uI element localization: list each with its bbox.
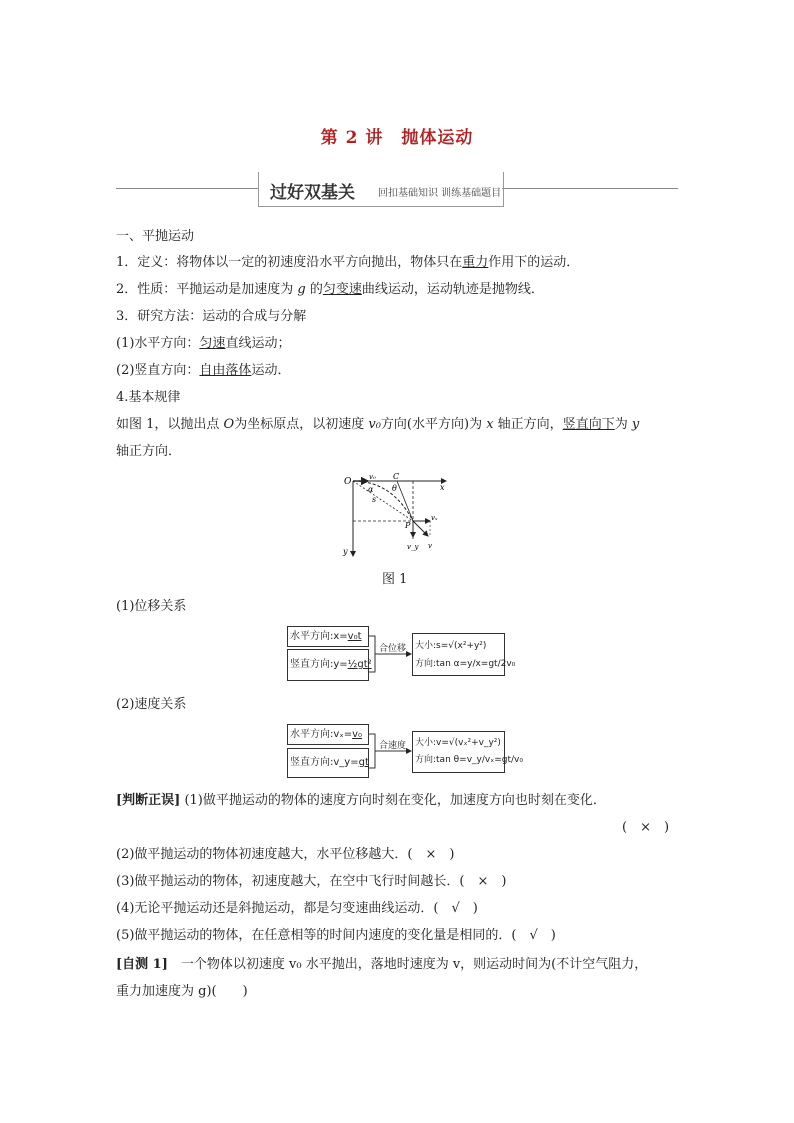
- judge-q1: [116, 793, 606, 809]
- vel-vertical-box: [287, 748, 369, 778]
- vertical-line: [116, 363, 290, 379]
- vel-magnitude: 大小:v=√(vₓ²+v_y²): [415, 738, 501, 748]
- prop-prefix: 2．性质：平抛运动是加速度为: [116, 282, 298, 297]
- banner-rule-left: [116, 188, 258, 189]
- selftest-text: 一个物体以初速度 v₀ 水平抛出，落地时速度为 v，则运动时间为(不计空气阻力，: [167, 957, 648, 972]
- def-prefix: 1．定义：将物体以一定的初速度沿水平方向抛出，物体只在: [116, 255, 463, 270]
- judge-q5: (5)做平抛运动的物体，在任意相等的时间内速度的变化量是相同的．( √ ): [116, 928, 556, 943]
- disp-direction: 方向:tan α=y/x=gt/2v₀: [415, 659, 516, 669]
- disp-vertical-box: [287, 649, 372, 681]
- label-v: v: [428, 542, 432, 550]
- vel-direction: 方向:tan θ=v_y/vₓ=gt/v₀: [415, 755, 523, 765]
- horiz-underline: 匀速: [199, 336, 226, 351]
- def-underline: 重力: [462, 255, 489, 270]
- prop-mid: 的: [305, 282, 323, 297]
- disp-horiz-underline: v₀t: [347, 631, 362, 642]
- label-x: x: [440, 483, 445, 492]
- selftest-line2: 重力加速度为 g)( ): [116, 984, 248, 999]
- judge-tag: [判断正误]: [116, 793, 181, 808]
- desc-O: O: [223, 417, 235, 432]
- banner-subtitle: 回扣基础知识 训练基础题目: [378, 188, 502, 199]
- desc-part-4: 轴正方向，: [493, 417, 563, 432]
- desc-y: y: [631, 417, 640, 432]
- def-suffix: 作用下的运动．: [488, 255, 580, 270]
- horiz-suffix: 直线运动；: [225, 336, 291, 351]
- judge-q2: (2)做平抛运动的物体初速度越大，水平位移越大．( × ): [116, 847, 455, 862]
- desc-part-5: 为: [614, 417, 632, 432]
- vel-arrow-label: 合速度: [379, 741, 407, 751]
- vel-connector: [369, 726, 413, 778]
- velocity-heading: (2)速度关系: [116, 697, 187, 712]
- banner-heading: 过好双基关: [270, 183, 355, 203]
- desc-part-2: 为坐标原点，以初速度: [234, 417, 369, 432]
- label-y: y: [343, 547, 348, 556]
- section-heading: 一、平抛运动: [116, 229, 195, 244]
- desc-part-1: 如图 1，以抛出点: [116, 417, 224, 432]
- v-arrow: [413, 521, 428, 536]
- judge-a1: ( × ): [622, 820, 670, 835]
- label-P: P: [405, 521, 411, 530]
- judge-q1-text: (1)做平抛运动的物体的速度方向时刻在变化，加速度方向也时刻在变化．: [180, 793, 606, 808]
- property-line: [116, 282, 544, 298]
- desc-v0: v₀: [368, 417, 381, 432]
- vel-horiz-prefix: 水平方向:vₓ=: [290, 729, 353, 740]
- desc-underline: 竖直向下: [562, 417, 615, 432]
- vel-horiz-underline: v₀: [352, 729, 363, 740]
- page-title: 第 2 讲 抛体运动: [320, 128, 474, 148]
- vel-vert-prefix: 竖直方向:v_y=: [290, 757, 359, 768]
- displacement-heading: (1)位移关系: [116, 599, 187, 614]
- label-C: C: [393, 472, 400, 481]
- label-vy: v_y: [407, 543, 419, 551]
- desc-x: x: [486, 417, 494, 432]
- label-v0: v₀: [369, 473, 376, 481]
- desc-part-3: 方向(水平方向)为: [380, 417, 487, 432]
- disp-horizontal-box: [287, 626, 369, 647]
- horiz-prefix: (1)水平方向：: [116, 336, 200, 351]
- definition-line: [116, 255, 579, 271]
- vert-prefix: (2)竖直方向：: [116, 363, 200, 378]
- banner-rule-right: [502, 188, 678, 189]
- figure-description: [116, 417, 639, 433]
- vert-suffix: 运动．: [251, 363, 291, 378]
- label-alpha: α: [368, 485, 374, 494]
- prop-suffix: 曲线运动，运动轨迹是抛物线．: [361, 282, 544, 297]
- judge-q4: (4)无论平抛运动还是斜抛运动，都是匀变速曲线运动．( √ ): [116, 901, 478, 916]
- vert-underline: 自由落体: [199, 363, 252, 378]
- disp-connector: [369, 628, 413, 680]
- disp-result-box: [412, 633, 516, 676]
- horizontal-line: [116, 336, 290, 352]
- prop-underline: 匀变速: [322, 282, 362, 297]
- selftest-tag: [自测 1]: [116, 957, 168, 972]
- label-s: s: [372, 495, 377, 504]
- disp-arrow-label: 合位移: [379, 644, 407, 654]
- vel-result-box: [412, 731, 523, 773]
- method-line: 3．研究方法：运动的合成与分解: [116, 309, 307, 324]
- disp-magnitude: 大小:s=√(x²+y²): [415, 641, 487, 651]
- label-theta: θ: [392, 484, 397, 493]
- selftest-line1: [116, 957, 647, 973]
- prop-g: g: [297, 282, 306, 297]
- vel-horizontal-box: [287, 724, 369, 745]
- judge-q3: (3)做平抛运动的物体，初速度越大，在空中飞行时间越长．( × ): [116, 874, 507, 889]
- disp-vert-prefix: 竖直方向:y=: [290, 659, 348, 670]
- label-O: O: [344, 477, 352, 487]
- vel-vert-underline: gt: [358, 757, 369, 768]
- disp-vert-underline: ½gt²: [347, 659, 372, 670]
- projectile-diagram: [340, 470, 460, 562]
- figure-caption: 图 1: [382, 572, 408, 587]
- label-vx: vₓ: [431, 514, 438, 522]
- rules-line: 4.基本规律: [116, 390, 181, 405]
- displacement-line: [353, 481, 413, 521]
- figure-description-cont: 轴正方向．: [116, 444, 182, 459]
- disp-horiz-prefix: 水平方向:x=: [290, 631, 348, 642]
